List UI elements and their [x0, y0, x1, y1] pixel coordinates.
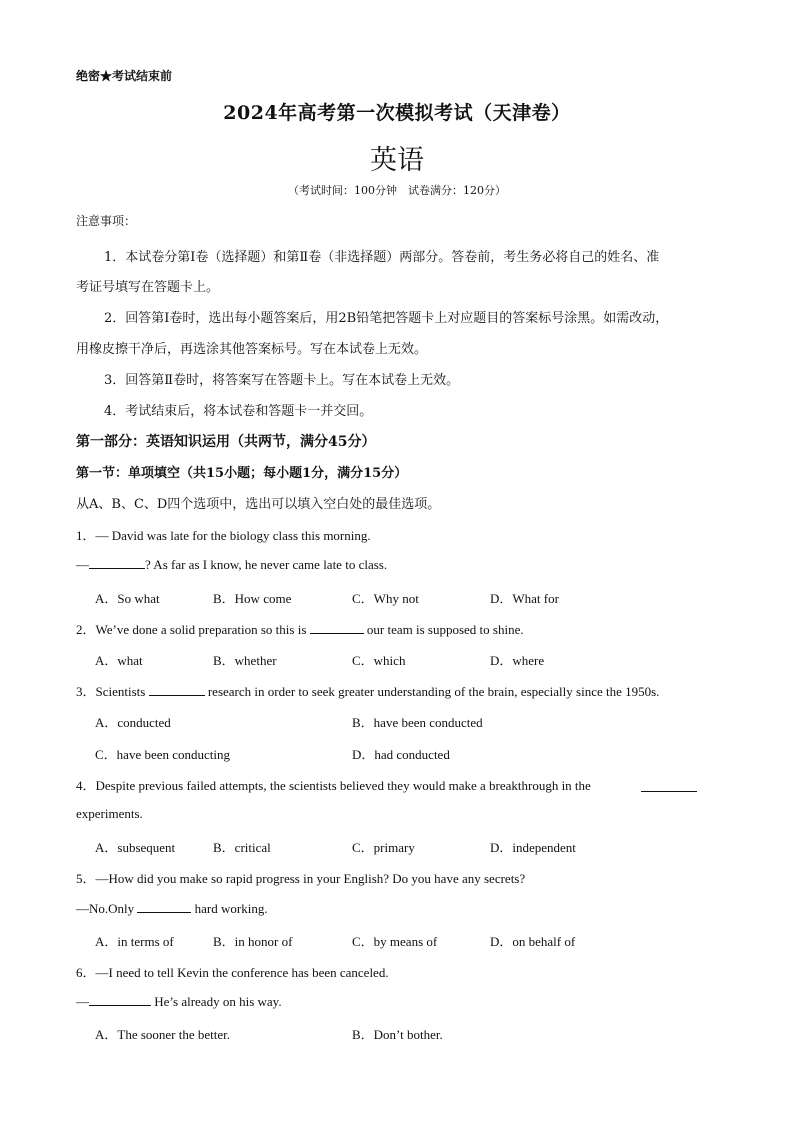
question-6-stem: 6．—I need to tell Kevin the conference has been canceled. [76, 965, 389, 980]
answer-blank [89, 993, 151, 1006]
question-2-option-a: A．what [95, 653, 143, 668]
question-5-reply-pre: —No.Only [76, 901, 138, 916]
question-3-option-d: D．had conducted [352, 747, 450, 762]
question-1-option-c: C．Why not [352, 591, 419, 606]
question-4-option-b: B．critical [213, 840, 271, 855]
question-5-option-b: B．in honor of [213, 934, 293, 949]
question-1-reply-pre: — [76, 557, 89, 572]
question-1-option-a: A．So what [95, 591, 160, 606]
question-5-stem: 5．—How did you make so rapid progress in your English? Do you have any secrets? [76, 871, 526, 886]
question-4-option-a: A．subsequent [95, 840, 176, 855]
section1-title: 第一节：单项填空（共15小题；每小题1分，满分15分） [76, 466, 408, 481]
question-5-reply-post: hard working. [191, 901, 268, 916]
notice-item-1: 1．本试卷分第Ⅰ卷（选择题）和第Ⅱ卷（非选择题）两部分。答卷前，考生务必将自己的姓名、准 [104, 250, 660, 265]
question-2-stem-pre: 2．We’ve done a solid preparation so this is [76, 622, 310, 637]
question-6-reply-pre: — [76, 994, 89, 1009]
section1-instruction: 从A、B、C、D四个选项中，选出可以填入空白处的最佳选项。 [76, 497, 441, 512]
question-1-stem: 1．— David was late for the biology class this morning. [76, 528, 371, 543]
notice-item-4: 4．考试结束后，将本试卷和答题卡一并交回。 [104, 404, 373, 419]
answer-blank [89, 556, 145, 569]
part1-title: 第一部分：英语知识运用（共两节，满分45分） [76, 434, 376, 450]
question-2-option-b: B．whether [213, 653, 277, 668]
question-6-option-b: B．Don’t bother. [352, 1027, 443, 1042]
question-2-option-d: D．where [490, 653, 545, 668]
confidential-mark: 绝密★考试结束前 [76, 69, 173, 83]
question-6-reply [76, 993, 282, 1010]
question-1-reply-post: ? As far as I know, he never came late to class. [145, 557, 388, 572]
question-4-option-c: C．primary [352, 840, 415, 855]
answer-blank [149, 683, 205, 696]
question-3-option-a: A．conducted [95, 715, 171, 730]
notice-item-3: 3．回答第Ⅱ卷时，将答案写在答题卡上。写在本试卷上无效。 [104, 373, 460, 388]
question-4-stem: 4．Despite previous failed attempts, the scientists believed they would make a breakthrough in the [76, 778, 591, 793]
question-6-option-a: A．The sooner the better. [95, 1027, 231, 1042]
question-3-stem-pre: 3．Scientists [76, 684, 149, 699]
exam-info: （考试时间：100分钟 试卷满分：120分） [288, 184, 506, 197]
question-1-option-b: B．How come [213, 591, 292, 606]
question-1-reply [76, 556, 387, 573]
answer-blank [310, 621, 364, 634]
question-5-option-c: C．by means of [352, 934, 438, 949]
question-4-stem-cont: experiments. [76, 806, 143, 821]
question-3-stem [76, 681, 659, 700]
notice-item-2-cont: 用橡皮擦干净后，再选涂其他答案标号。写在本试卷上无效。 [76, 342, 428, 357]
question-3-option-b: B．have been conducted [352, 715, 483, 730]
question-5-reply [76, 900, 268, 917]
question-6-reply-post: He’s already on his way. [151, 994, 282, 1009]
question-5-option-d: D．on behalf of [490, 934, 576, 949]
question-2-stem [76, 619, 524, 638]
notice-label: 注意事项： [76, 214, 137, 228]
question-3-stem-post: research in order to seek greater understanding of the brain, especially since the 1950s. [204, 684, 660, 699]
question-4-blank [641, 777, 697, 796]
question-4-option-d: D．independent [490, 840, 576, 855]
subject-title: 英语 [370, 145, 424, 176]
question-1-option-d: D．What for [490, 591, 559, 606]
notice-item-1-cont: 考证号填写在答题卡上。 [76, 280, 220, 295]
question-5-option-a: A．in terms of [95, 934, 174, 949]
notice-item-2: 2．回答第Ⅰ卷时，选出每小题答案后，用2B铅笔把答题卡上对应题目的答案标号涂黑。如需改动， [104, 311, 669, 326]
question-2-stem-post: our team is supposed to shine. [363, 622, 524, 637]
question-3-option-c: C．have been conducting [95, 747, 231, 762]
exam-title: 2024年高考第一次模拟考试（天津卷） [223, 102, 571, 124]
question-2-option-c: C．which [352, 653, 406, 668]
answer-blank [137, 900, 191, 913]
